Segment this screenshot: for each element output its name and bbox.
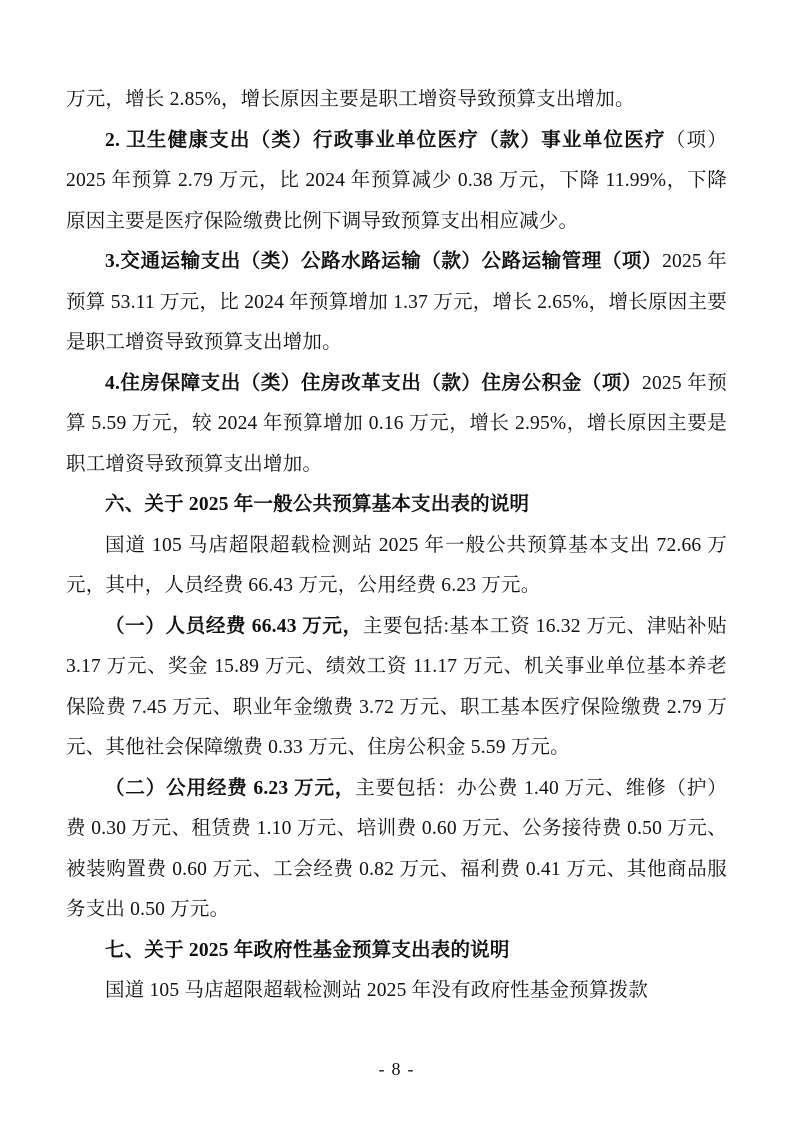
paragraph: [66, 80, 727, 121]
text-run: 国道 105 马店超限超载检测站 2025 年没有政府性基金预算拨款: [105, 980, 649, 1001]
footer-right-dash: -: [407, 1059, 415, 1079]
text-run-bold: （二）公用经费 6.23 万元，: [105, 777, 356, 799]
footer-left-dash: -: [378, 1059, 386, 1079]
text-run-bold: （一）人员经费 66.43 万元，: [105, 615, 363, 637]
paragraph: [66, 971, 727, 1012]
text-run: 国道 105 马店超限超载检测站 2025 年一般公共预算基本支出 72.66 万元，其中，人员经费 66.43 万元，公用经费 6.23 万元。: [66, 534, 727, 596]
paragraph: [66, 607, 727, 769]
text-run-bold: 3.交通运输支出（类）公路水路运输（款）公路运输管理（项）: [105, 251, 663, 272]
text-run-bold: 六、关于 2025 年一般公共预算基本支出表的说明: [105, 494, 530, 515]
paragraph: [66, 769, 727, 931]
section-heading: [66, 485, 727, 526]
paragraph: [66, 242, 727, 364]
text-run: 主要包括:基本工资 16.32 万元、津贴补贴 3.17 万元、奖金 15.89 万元、绩效工资 11.17 万元、机关事业单位基本养老保险费 7.45 万元、职业年金缴费 3.72 万元、职工基本医疗保险缴费 2.79 万元、其他社会保障缴费 0.33 万元、住房公积金 5.59 万元。: [66, 615, 727, 758]
text-run: 2025 年预算 53.11 万元，比 2024 年预算增加 1.37 万元，增长 2.65%，增长原因主要是职工增资导致预算支出增加。: [66, 251, 727, 353]
page-number: 8: [391, 1059, 402, 1079]
text-run-bold: 七、关于 2025 年政府性基金预算支出表的说明: [105, 939, 510, 961]
document-body: [66, 80, 727, 1012]
text-run: 2025 年预算 5.59 万元，较 2024 年预算增加 0.16 万元，增长 2.95%，增长原因主要是职工增资导致预算支出增加。: [66, 372, 727, 475]
paragraph: [66, 121, 727, 243]
text-run-bold: 2. 卫生健康支出（类）行政事业单位医疗（款）事业单位医疗: [105, 129, 666, 151]
text-run: （项）2025 年预算 2.79 万元，比 2024 年预算减少 0.38 万元，下降 11.99%，下降原因主要是医疗保险缴费比例下调导致预算支出相应减少。: [66, 129, 727, 232]
section-heading: [66, 931, 727, 972]
paragraph: [66, 364, 727, 486]
text-run: 万元，增长 2.85%，增长原因主要是职工增资导致预算支出增加。: [66, 89, 635, 110]
text-run: 主要包括：办公费 1.40 万元、维修（护）费 0.30 万元、租赁费 1.10 万元、培训费 0.60 万元、公务接待费 0.50 万元、被装购置费 0.60 万元、工会经费 0.82 万元、福利费 0.41 万元、其他商品服务支出 0.50 万元。: [66, 777, 727, 920]
text-run-bold: 4.住房保障支出（类）住房改革支出（款）住房公积金（项）: [105, 372, 642, 394]
page-footer: [0, 1059, 793, 1080]
paragraph: [66, 526, 727, 607]
